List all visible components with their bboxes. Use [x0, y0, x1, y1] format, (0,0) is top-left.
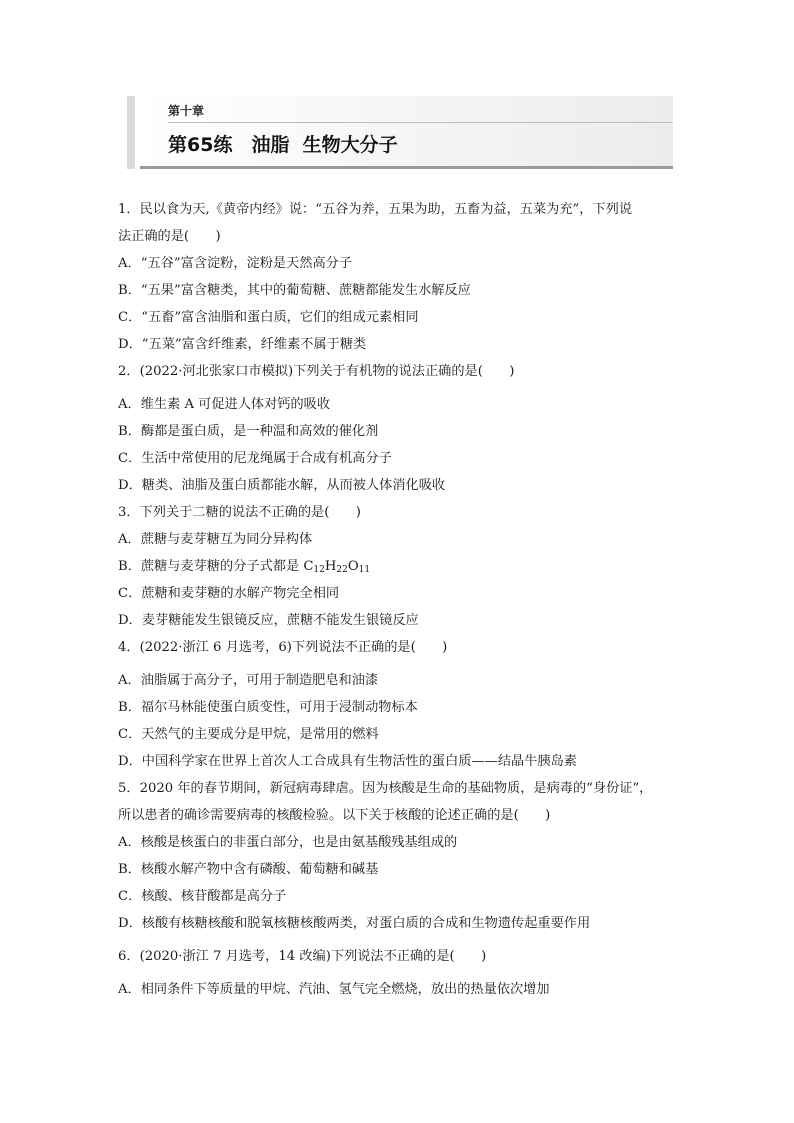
question-stem: 3．下列关于二糖的说法不正确的是( ): [118, 505, 361, 520]
chapter-label: 第十章: [168, 104, 205, 118]
option-a: A．核酸是核蛋白的非蛋白部分，也是由氨基酸残基组成的: [118, 835, 458, 850]
option-d: D．麦芽糖能发生银镜反应，蔗糖不能发生银镜反应: [118, 613, 419, 628]
option-a: A．油脂属于高分子，可用于制造肥皂和油漆: [118, 673, 379, 688]
question-stem: 所以患者的确诊需要病毒的核酸检验。以下关于核酸的论述正确的是( ): [118, 808, 551, 823]
option-a: A．蔗糖与麦芽糖互为同分异构体: [118, 532, 313, 547]
header-divider: [168, 122, 673, 123]
option-c: C．天然气的主要成分是甲烷，是常用的燃料: [118, 727, 379, 742]
chapter-header: [120, 96, 673, 169]
question-stem: 1．民以食为天,《黄帝内经》说：“五谷为养，五果为助，五畜为益，五菜为充”，下列说: [118, 202, 632, 217]
question-list: [118, 196, 678, 1003]
option-b: B．核酸水解产物中含有磷酸、葡萄糖和碱基: [118, 862, 379, 877]
option-d: D．糖类、油脂及蛋白质都能水解，从而被人体消化吸收: [118, 478, 446, 493]
option-c: C．“五畜”富含油脂和蛋白质，它们的组成元素相同: [118, 310, 419, 325]
option-d: D．“五菜”富含纤维素，纤维素不属于糖类: [118, 337, 367, 352]
question-4: [118, 634, 678, 775]
header-accent-bar: [127, 96, 135, 169]
header-box: [140, 96, 673, 169]
question-stem: 5．2020 年的春节期间，新冠病毒肆虐。因为核酸是生命的基础物质，是病毒的“身份证”，: [118, 781, 653, 796]
option-a: A．维生素 A 可促进人体对钙的吸收: [118, 397, 331, 412]
option-c: C．核酸、核苷酸都是高分子: [118, 889, 287, 904]
option-b: B．“五果”富含糖类，其中的葡萄糖、蔗糖都能发生水解反应: [118, 283, 471, 298]
option-c: C．蔗糖和麦芽糖的水解产物完全相同: [118, 586, 340, 601]
question-6: [118, 937, 678, 1003]
question-2: [118, 358, 678, 499]
question-stem: 法正确的是( ): [118, 229, 221, 244]
question-stem: 6．(2020·浙江 7 月选考，14 改编)下列说法不正确的是( ): [118, 949, 487, 964]
question-stem: 4．(2022·浙江 6 月选考，6)下列说法不正确的是( ): [118, 640, 448, 655]
option-b: B．酶都是蛋白质，是一种温和高效的催化剂: [118, 424, 379, 439]
question-3: [118, 499, 678, 634]
option-a: A．“五谷”富含淀粉，淀粉是天然高分子: [118, 256, 353, 271]
option-d: D．核酸有核糖核酸和脱氧核糖核酸两类，对蛋白质的合成和生物遗传起重要作用: [118, 916, 591, 931]
question-1: [118, 196, 678, 358]
page-title: 第65练 油脂 生物大分子: [168, 134, 398, 156]
option-b: B．福尔马林能使蛋白质变性，可用于浸制动物标本: [118, 700, 418, 715]
option-c: C．生活中常使用的尼龙绳属于合成有机高分子: [118, 451, 392, 466]
option-d: D．中国科学家在世界上首次人工合成具有生物活性的蛋白质——结晶牛胰岛素: [118, 754, 577, 769]
option-b: [118, 553, 678, 580]
question-5: [118, 775, 678, 937]
option-b-text: B．蔗糖与麦芽糖的分子式都是: [118, 559, 304, 574]
question-stem: 2．(2022·河北张家口市模拟)下列关于有机物的说法正确的是( ): [118, 364, 515, 379]
chemical-formula: $C_{12}H_{22}O_{11}$: [303, 559, 371, 575]
option-a: A．相同条件下等质量的甲烷、汽油、氢气完全燃烧，放出的热量依次增加: [118, 982, 550, 997]
